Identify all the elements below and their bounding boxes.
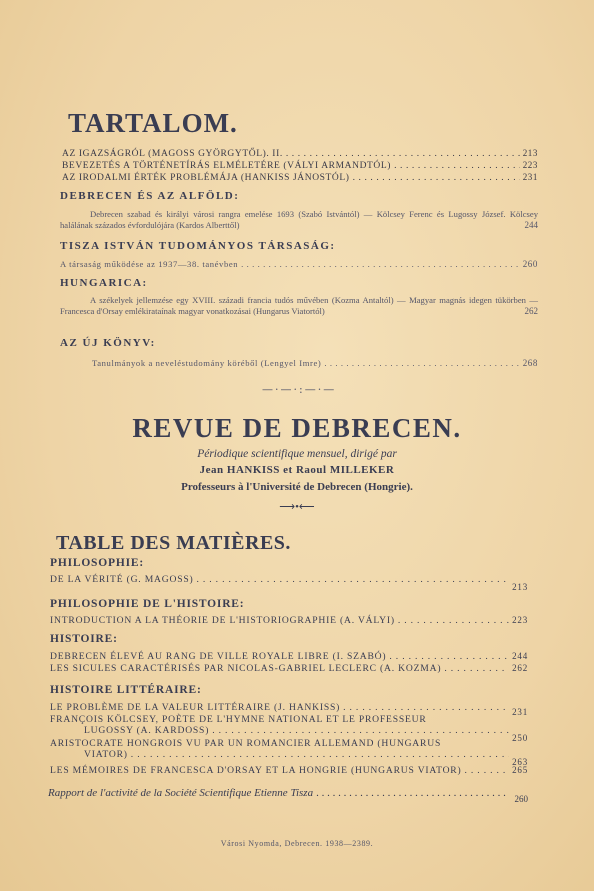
toc-entry-page: 231 bbox=[522, 172, 538, 182]
tartalom-title: TARTALOM. bbox=[68, 108, 238, 138]
toc-entry-3 bbox=[62, 172, 538, 183]
table-des-matieres-title: TABLE DES MATIÈRES. bbox=[56, 532, 291, 554]
section-page-debrecen: 244 bbox=[524, 220, 538, 230]
entry-litteraire-4: LES MÉMOIRES DE FRANCESCA D'ORSAY ET LA HONGRIE (HUNGARUS VIATOR) . . . 265 bbox=[50, 765, 528, 776]
toc-entry-2 bbox=[62, 160, 538, 171]
heading-histoire-litteraire: HISTOIRE LITTÉRAIRE: bbox=[50, 684, 202, 696]
section-heading-debrecen: DEBRECEN ÉS AZ ALFÖLD: bbox=[60, 190, 240, 202]
section-text-hungarica: A székelyek jellemzése egy XVIII. századi francia tudós művében (Kozma Antaltól) — Magyar magnás idegen tükörben — Francesca d'Orsay emlékirataínak magyar vonatkozásai (Hungarus Viatortól) 262 bbox=[60, 295, 538, 316]
section-heading-hungarica: HUNGARICA: bbox=[60, 277, 148, 289]
revue-directors: Jean HANKISS et Raoul MILLEKER bbox=[199, 464, 395, 476]
toc-entry-text: AZ IRODALMI ÉRTÉK PROBLÉMÁJA (HANKISS JÁNOSTÓL) bbox=[62, 173, 350, 183]
toc-entry-1 bbox=[62, 148, 538, 159]
revue-subtitle: Périodique scientifique mensuel, dirigé par bbox=[197, 448, 397, 460]
heading-philosophie-histoire: PHILOSOPHIE DE L'HISTOIRE: bbox=[50, 598, 245, 610]
section-heading-tisza: TISZA ISTVÁN TUDOMÁNYOS TÁRSASÁG: bbox=[60, 240, 336, 252]
rapport-entry: Rapport de l'activité de la Société Scientifique Etienne Tisza . . . 260 bbox=[48, 787, 528, 799]
section-text-debrecen: Debrecen szabad és királyi városi rangra emelése 1693 (Szabó Istvántól) — Kölcsey Ferenc és Lugossy József. Kölcsey halálának százados évfordulójára (Kardos Alberttől) 244 bbox=[60, 209, 538, 230]
section-entry-konyv: Tanulmányok a neveléstudomány köréből (Lengyel Imre) . . . 268 bbox=[92, 358, 538, 368]
toc-entry-page: 213 bbox=[522, 148, 538, 158]
divider-ornament: —·—·:—·— bbox=[262, 383, 337, 396]
entry-histoire-1: DEBRECEN ÉLEVÉ AU RANG DE VILLE ROYALE LIBRE (I. SZABÓ) . . . 244 bbox=[50, 651, 528, 662]
section-page-tisza: 260 bbox=[522, 259, 538, 269]
entry-histoire-2: LES SICULES CARACTÉRISÉS PAR NICOLAS-GABRIEL LECLERC (A. KOZMA) . . . 262 bbox=[50, 663, 528, 674]
section-entry-tisza: A társaság működése az 1937—38. tanévben . . . 260 bbox=[60, 259, 538, 269]
entry-litteraire-2-line2: LUGOSSY (A. KARDOSS) . . . 250 bbox=[84, 725, 528, 736]
revue-title: REVUE DE DEBRECEN. bbox=[132, 413, 462, 443]
heading-histoire: HISTOIRE: bbox=[50, 633, 118, 645]
toc-entry-text: AZ IGAZSÁGRÓL (MAGOSS GYÖRGYTŐL). II. bbox=[62, 149, 283, 159]
printer-footer: Városi Nyomda, Debrecen. 1938—2389. bbox=[220, 839, 374, 848]
entry-philosophie: DE LA VÉRITÉ (G. MAGOSS) . . . 213 bbox=[50, 574, 528, 585]
entry-litteraire-2-line1: FRANÇOIS KÖLCSEY, POÈTE DE L'HYMNE NATIONAL ET LE PROFESSEUR bbox=[50, 714, 427, 725]
entry-philosophie-histoire: INTRODUCTION A LA THÉORIE DE L'HISTORIOGRAPHIE (A. VÁLYI) . . . 223 bbox=[50, 615, 528, 626]
section-page-hungarica: 262 bbox=[524, 306, 538, 316]
toc-entry-page: 223 bbox=[522, 160, 538, 170]
heading-philosophie: PHILOSOPHIE: bbox=[50, 557, 144, 569]
revue-ornament: ⟶•⟵ bbox=[279, 501, 315, 513]
section-page-konyv: 268 bbox=[522, 358, 538, 368]
entry-litteraire-3-line1: ARISTOCRATE HONGROIS VU PAR UN ROMANCIER ALLEMAND (HUNGARUS bbox=[50, 738, 442, 749]
toc-entry-text: BEVEZETÉS A TÖRTÉNETÍRÁS ELMÉLETÉRE (VÁLYI ARMANDTÓL) bbox=[62, 161, 392, 171]
entry-litteraire-1: LE PROBLÈME DE LA VALEUR LITTÉRAIRE (J. HANKISS) . . . 231 bbox=[50, 702, 528, 713]
entry-litteraire-3-line2: VIATOR) . . . 263 bbox=[84, 749, 528, 760]
revue-professors: Professeurs à l'Université de Debrecen (Hongrie). bbox=[181, 481, 413, 493]
section-heading-konyv: AZ ÚJ KÖNYV: bbox=[60, 337, 156, 349]
